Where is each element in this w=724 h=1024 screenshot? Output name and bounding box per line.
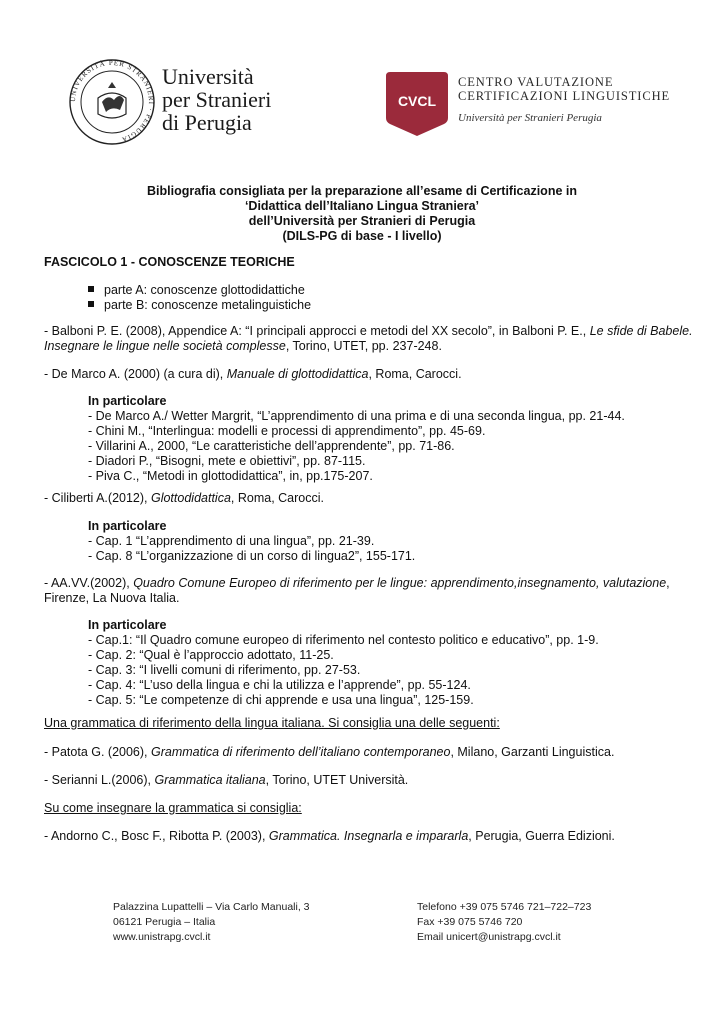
university-name-line3: di Perugia [162,110,252,135]
detail-item: - Cap. 5: “Le competenze di chi apprende e usa una lingua”, 125-159. [88,693,474,707]
footer-email[interactable]: Email unicert@unistrapg.cvcl.it [417,931,561,943]
grammar-heading: Una grammatica di riferimento della lingua italiana. Si consiglia una delle seguenti: [44,716,500,730]
title-line1: Bibliografia consigliata per la preparazione all’esame di Certificazione in [147,184,577,198]
section-heading: FASCICOLO 1 - CONOSCENZE TEORICHE [44,255,295,269]
footer-address [113,900,310,945]
section-bullets [88,283,311,313]
cvcl-name-line1: CENTRO VALUTAZIONE [458,75,614,89]
ref-demarco: - De Marco A. (2000) (a cura di), Manuale di glottodidattica, Roma, Carocci. [44,367,462,381]
detail-item: - Chini M., “Interlingua: modelli e processi di apprendimento”, pp. 45-69. [88,424,486,438]
detail-item: - Diadori P., “Bisogni, mete e obiettivi”, pp. 87-115. [88,454,366,468]
university-name [162,66,271,135]
footer-fax: Fax +39 075 5746 720 [417,916,523,928]
title-line4: (DILS-PG di base - I livello) [282,229,442,243]
footer-phone: Telefono +39 075 5746 721–722–723 [417,901,592,913]
title-line3: dell’Università per Stranieri di Perugia [248,214,476,228]
footer-address-line: 06121 Perugia – Italia [113,916,216,928]
ref-patota: - Patota G. (2006), Grammatica di riferimento dell’italiano contemporaneo, Milano, Garzanti Linguistica. [44,745,615,759]
university-seal-logo [68,58,156,146]
university-name-line1: Università [162,64,254,89]
ref-ciliberti: - Ciliberti A.(2012), Glottodidattica, Roma, Carocci. [44,491,324,505]
cvcl-name-line2: CERTIFICAZIONI LINGUISTICHE [458,89,671,103]
cvcl-name [458,75,670,124]
cvcl-badge-text: CVCL [397,93,437,109]
footer-website[interactable]: www.unistrapg.cvcl.it [113,931,211,943]
detail-item: - De Marco A./ Wetter Margrit, “L’apprendimento di una prima e di una seconda lingua, pp. 21-44. [88,409,625,423]
ref-balboni: - Balboni P. E. (2008), Appendice A: “I principali approcci e metodi del XX secolo”, in Balboni P. E., Le sfide di Babele. Insegnare le lingue nelle società complesse, Torino, UTET, pp. 237-248. [44,324,693,353]
demarco-details [88,394,625,484]
document-title [0,184,724,244]
detail-item: - Cap. 2: “Qual è l’approccio adottato, 11-25. [88,648,334,662]
ciliberti-details [88,519,415,564]
details-heading: In particolare [88,394,167,408]
detail-item: - Villarini A., 2000, “Le caratteristiche dell’apprendente”, pp. 71-86. [88,439,455,453]
ref-andorno: - Andorno C., Bosc F., Ribotta P. (2003), Grammatica. Insegnarla e impararla, Perugia, Guerra Edizioni. [44,829,615,843]
detail-item: - Cap. 3: “I livelli comuni di riferimento, pp. 27-53. [88,663,361,677]
university-name-line2: per Stranieri [162,87,272,112]
details-heading: In particolare [88,618,167,632]
ref-serianni: - Serianni L.(2006), Grammatica italiana, Torino, UTET Università. [44,773,409,787]
bullet-square-icon [88,286,94,292]
bullet-item: parte A: conoscenze glottodidattiche [88,283,311,298]
footer-contacts [417,900,591,945]
detail-item: - Cap. 4: “L’uso della lingua e chi la utilizza e l’apprende”, pp. 55-124. [88,678,471,692]
details-heading: In particolare [88,519,167,533]
seal-text: UNIVERSITÀ PER STRANIERI · PERUGIA [68,58,156,144]
detail-item: - Cap. 1 “L’apprendimento di una lingua”, pp. 21-39. [88,534,375,548]
title-line2: ‘Didattica dell’Italiano Lingua Straniera’ [244,199,480,213]
teach-heading: Su come insegnare la grammatica si consiglia: [44,801,302,815]
bullet-item: parte B: conoscenze metalinguistiche [88,298,311,313]
aavv-details [88,618,599,708]
footer-address-line: Palazzina Lupattelli – Via Carlo Manuali, 3 [113,901,310,913]
bullet-square-icon [88,301,94,307]
detail-item: - Cap.1: “Il Quadro comune europeo di riferimento nel contesto politico e educativo”, pp. 1-9. [88,633,599,647]
cvcl-name-line3: Università per Stranieri Perugia [458,112,602,124]
detail-item: - Cap. 8 “L’organizzazione di un corso di lingua2”, 155-171. [88,549,416,563]
ref-aavv: - AA.VV.(2002), Quadro Comune Europeo di riferimento per le lingue: apprendimento,insegnamento, valutazione, Firenze, La Nuova Italia. [44,576,670,605]
detail-item: - Piva C., “Metodi in glottodidattica”, in, pp.175-207. [88,469,373,483]
cvcl-logo [386,72,448,136]
